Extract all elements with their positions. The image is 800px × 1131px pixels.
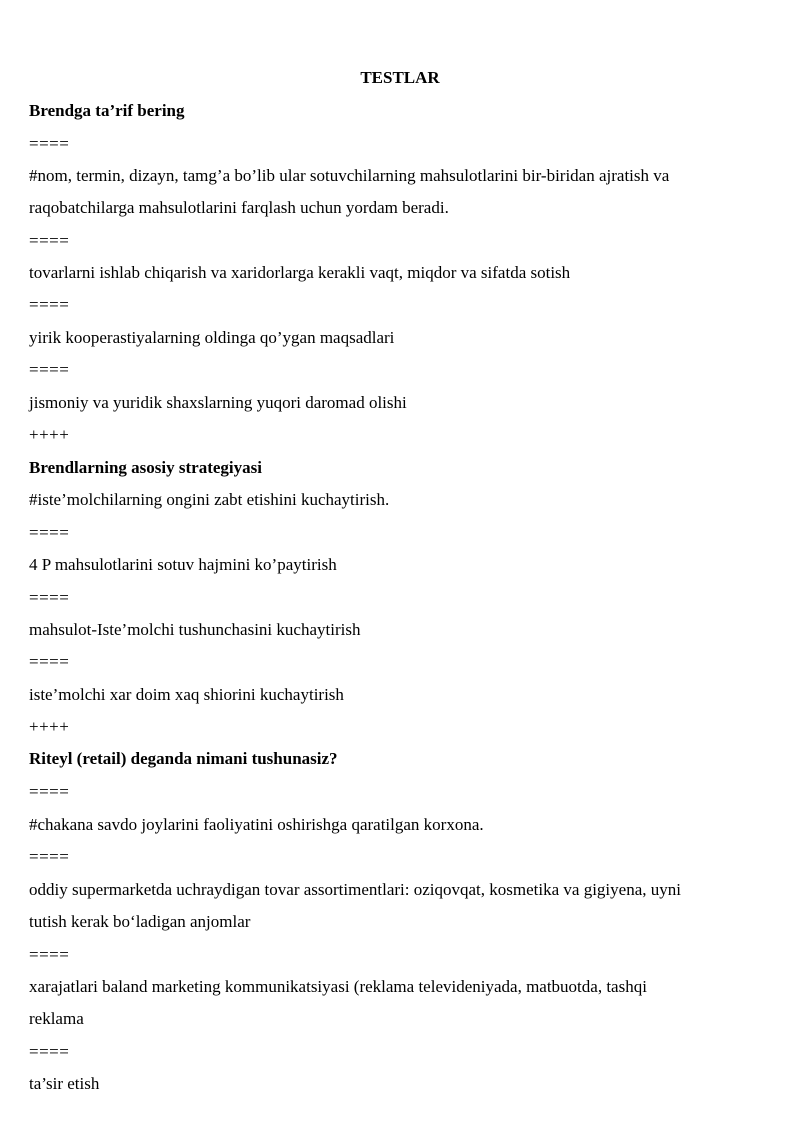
separator-line: ====: [29, 523, 70, 542]
separator-line: ====: [29, 1042, 70, 1061]
answer-text: jismoniy va yuridik shaxslarning yuqori daromad olishi: [29, 393, 407, 412]
answer-text: oddiy supermarketda uchraydigan tovar assortimentlari: oziqovqat, kosmetika va gigiyena, uyni: [29, 880, 681, 899]
question-text: Brendlarning asosiy strategiyasi: [29, 458, 262, 477]
separator-line: ====: [29, 782, 70, 801]
answer-text: #iste’molchilarning ongini zabt etishini kuchaytirish.: [29, 490, 390, 509]
separator-line: ====: [29, 588, 70, 607]
answer-text: 4 P mahsulotlarini sotuv hajmini ko’paytirish: [29, 555, 337, 574]
answer-text: reklama: [29, 1009, 84, 1028]
answer-text: mahsulot-Iste’molchi tushunchasini kuchaytirish: [29, 620, 361, 639]
separator-line: ====: [29, 231, 70, 250]
separator-line: ++++: [29, 717, 70, 736]
answer-text: ta’sir etish: [29, 1074, 100, 1093]
answer-text: yirik kooperastiyalarning oldinga qo’ygan maqsadlari: [29, 328, 395, 347]
answer-text: tutish kerak bo‘ladigan anjomlar: [29, 912, 251, 931]
separator-line: ====: [29, 847, 70, 866]
page-title: TESTLAR: [360, 68, 440, 87]
answer-text: iste’molchi xar doim xaq shiorini kuchaytirish: [29, 685, 344, 704]
answer-text: raqobatchilarga mahsulotlarini farqlash uchun yordam beradi.: [29, 198, 449, 217]
separator-line: ====: [29, 652, 70, 671]
separator-line: ++++: [29, 425, 70, 444]
answer-text: #nom, termin, dizayn, tamg’a bo’lib ular sotuvchilarning mahsulotlarini bir-biridan ajratish va: [29, 166, 670, 185]
separator-line: ====: [29, 360, 70, 379]
separator-line: ====: [29, 295, 70, 314]
question-text: Brendga ta’rif bering: [29, 101, 185, 120]
question-text: Riteyl (retail) deganda nimani tushunasiz?: [29, 749, 338, 768]
separator-line: ====: [29, 945, 70, 964]
answer-text: tovarlarni ishlab chiqarish va xaridorlarga kerakli vaqt, miqdor va sifatda sotish: [29, 263, 571, 282]
separator-line: ====: [29, 134, 70, 153]
answer-text: #chakana savdo joylarini faoliyatini oshirishga qaratilgan korxona.: [29, 815, 484, 834]
answer-text: xarajatlari baland marketing kommunikatsiyasi (reklama televideniyada, matbuotda, tashqi: [29, 977, 647, 996]
